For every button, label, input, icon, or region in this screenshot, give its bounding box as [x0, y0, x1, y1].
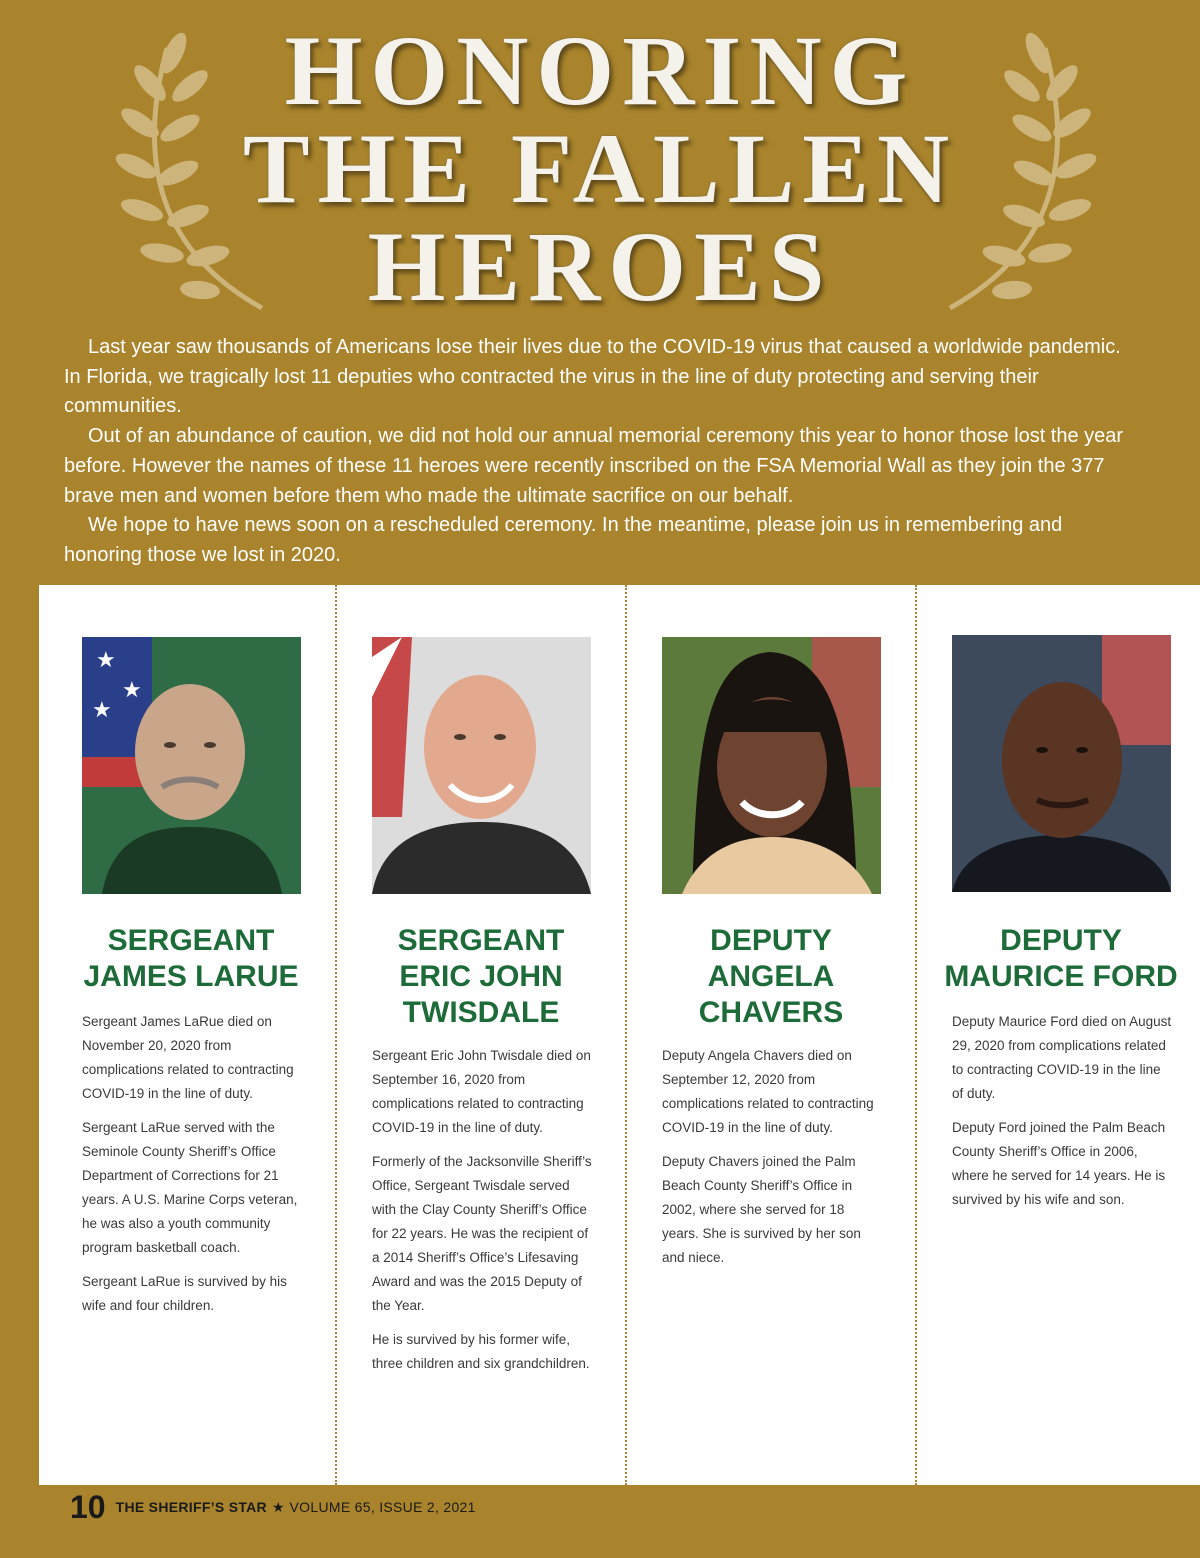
- name-line: DEPUTY: [710, 924, 832, 957]
- bio-paragraph: Sergeant LaRue served with the Seminole County Sheriff’s Office Department of Corrections for 21 years. A U.S. Marine Corps veteran, he was also a youth community program basketball coach.: [82, 1120, 298, 1255]
- deputy-photo: [952, 635, 1171, 893]
- name-line: MAURICE FORD: [944, 960, 1178, 993]
- portrait-image: [662, 637, 881, 894]
- deputy-bio: [952, 1010, 1174, 1222]
- svg-text:★: ★: [122, 677, 142, 702]
- bio-paragraph: Deputy Ford joined the Palm Beach County Sheriff’s Office in 2006, where he served for 14 years. He is survived by his wife and son.: [952, 1120, 1166, 1207]
- memorial-panel: [39, 585, 1200, 1485]
- title-line-2: THE FALLEN: [242, 113, 958, 224]
- deputy-name: [909, 923, 1200, 995]
- page-title: [160, 15, 1040, 322]
- name-line: SERGEANT: [107, 924, 275, 957]
- name-line: ANGELA: [707, 960, 835, 993]
- page-footer: [70, 1487, 476, 1527]
- bio-paragraph: Formerly of the Jacksonville Sheriff’s Office, Sergeant Twisdale served with the Clay County Sheriff’s Office for 22 years. He was the recipient of a 2014 Sheriff’s Office’s Lifesaving Award and was the 2015 Deputy of the Year.: [372, 1154, 592, 1313]
- svg-text:★: ★: [92, 697, 112, 722]
- page-number: 10: [70, 1488, 106, 1525]
- deputy-name: [329, 923, 633, 1031]
- deputy-photo: [662, 637, 881, 894]
- bio-paragraph: Deputy Angela Chavers died on September 12, 2020 from complications related to contracting COVID-19 in the line of duty.: [662, 1048, 874, 1135]
- intro-paragraph: Last year saw thousands of Americans lose their lives due to the COVID-19 virus that caused a worldwide pandemic. In Florida, we tragically lost 11 deputies who contracted the virus in the line of duty protecting and serving their communities.: [64, 336, 1121, 418]
- name-line: SERGEANT: [397, 924, 565, 957]
- portrait-image: [952, 635, 1171, 892]
- bio-paragraph: Sergeant James LaRue died on November 20, 2020 from complications related to contracting COVID-19 in the line of duty.: [82, 1014, 294, 1101]
- deputy-card: [619, 585, 909, 1485]
- name-line: TWISDALE: [402, 996, 560, 1029]
- intro-paragraph: Out of an abundance of caution, we did not hold our annual memorial ceremony this year to honor those lost the year before. However the names of these 11 heroes were recently inscribed on the FSA Memorial Wall as they join the 377 brave men and women before them who made the ultimate sacrifice on our behalf.: [64, 425, 1124, 507]
- title-line-3: HEROES: [367, 211, 833, 322]
- name-line: CHAVERS: [698, 996, 844, 1029]
- issue-info: VOLUME 65, ISSUE 2, 2021: [289, 1499, 476, 1515]
- bio-paragraph: Sergeant Eric John Twisdale died on September 16, 2020 from complications related to contracting COVID-19 in the line of duty.: [372, 1048, 591, 1135]
- portrait-image: [82, 637, 301, 894]
- bio-paragraph: Sergeant LaRue is survived by his wife and four children.: [82, 1274, 287, 1313]
- svg-text:★: ★: [96, 647, 116, 672]
- intro-paragraph: We hope to have news soon on a rescheduled ceremony. In the meantime, please join us in remembering and honoring those we lost in 2020.: [64, 514, 1063, 566]
- portrait-image: [372, 637, 591, 894]
- title-line-1: HONORING: [284, 15, 916, 126]
- deputy-bio: [662, 1044, 884, 1280]
- deputy-name: [619, 923, 923, 1031]
- star-icon: ★: [271, 1498, 285, 1515]
- deputy-card: [329, 585, 619, 1485]
- deputy-bio: [372, 1044, 594, 1386]
- deputy-card: [39, 585, 329, 1485]
- deputy-bio: [82, 1010, 304, 1328]
- deputy-photo: [82, 637, 301, 894]
- name-line: DEPUTY: [1000, 924, 1122, 957]
- bio-paragraph: Deputy Chavers joined the Palm Beach County Sheriff’s Office in 2002, where she served for 18 years. She is survived by her son and niece.: [662, 1154, 861, 1265]
- name-line: ERIC JOHN: [399, 960, 563, 993]
- bio-paragraph: He is survived by his former wife, three children and six grandchildren.: [372, 1332, 590, 1371]
- intro-text: [64, 333, 1124, 571]
- deputy-photo: [372, 637, 591, 894]
- deputy-name: [39, 923, 343, 995]
- name-line: JAMES LARUE: [83, 960, 299, 993]
- deputy-card: [909, 585, 1199, 1485]
- publication-name: THE SHERIFF’S STAR: [115, 1499, 267, 1515]
- bio-paragraph: Deputy Maurice Ford died on August 29, 2020 from complications related to contracting COVID-19 in the line of duty.: [952, 1014, 1172, 1101]
